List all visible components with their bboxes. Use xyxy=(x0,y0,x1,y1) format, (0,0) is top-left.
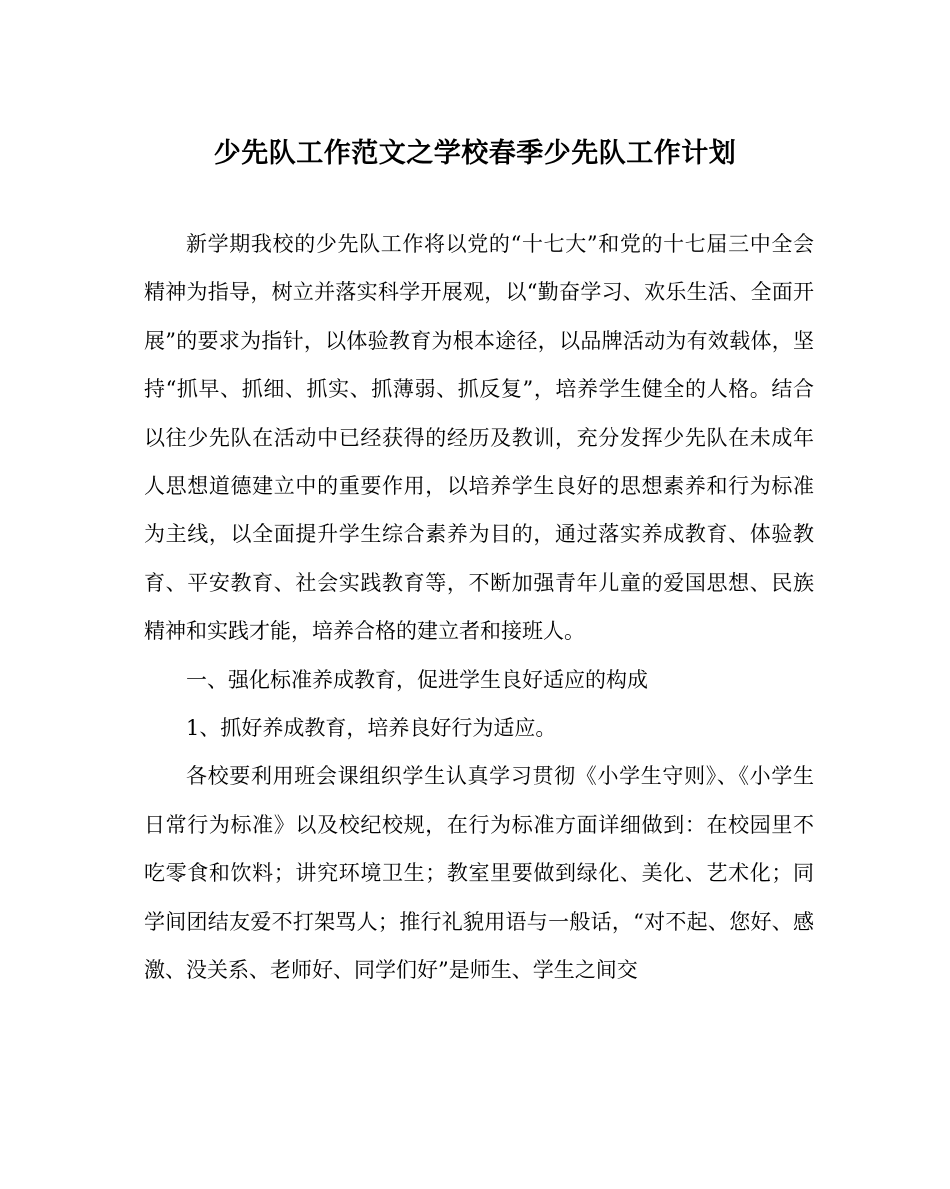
document-title: 少先队工作范文之学校春季少先队工作计划 xyxy=(213,138,737,169)
paragraph-intro: 新学期我校的少先队工作将以党的“十七大”和党的十七届三中全会精神为指导，树立并落实科学开展观，以“勤奋学习、欢乐生活、全面开展”的要求为指针，以体验教育为根本途径，以品牌活动为有效载体，坚持“抓早、抓细、抓实、抓薄弱、抓反复”，培养学生健全的人格。结合以往少先队在活动中已经获得的经历及教训，充分发挥少先队在未成年人思想道德建立中的重要作用，以培养学生良好的思想素养和行为标准为主线，以全面提升学生综合素养为目的，通过落实养成教育、体验教育、平安教育、社会实践教育等，不断加强青年儿童的爱国思想、民族精神和实践才能，培养合格的建立者和接班人。 xyxy=(144,232,814,644)
section-heading-1: 一、强化标准养成教育，促进学生良好适应的构成 xyxy=(186,667,648,692)
subsection-heading-1-1: 1、抓好养成教育，培养良好行为适应。 xyxy=(186,716,557,741)
document-body xyxy=(144,220,814,995)
paragraph-conduct: 各校要利用班会课组织学生认真学习贯彻《小学生守则》、《小学生日常行为标准》以及校纪校规，在行为标准方面详细做到：在校园里不吃零食和饮料；讲究环境卫生；教室里要做到绿化、美化、艺术化；同学间团结友爱不打架骂人；推行礼貌用语与一般话，“对不起、您好、感激、没关系、老师好、同学们好”是师生、学生之间交 xyxy=(144,764,814,983)
